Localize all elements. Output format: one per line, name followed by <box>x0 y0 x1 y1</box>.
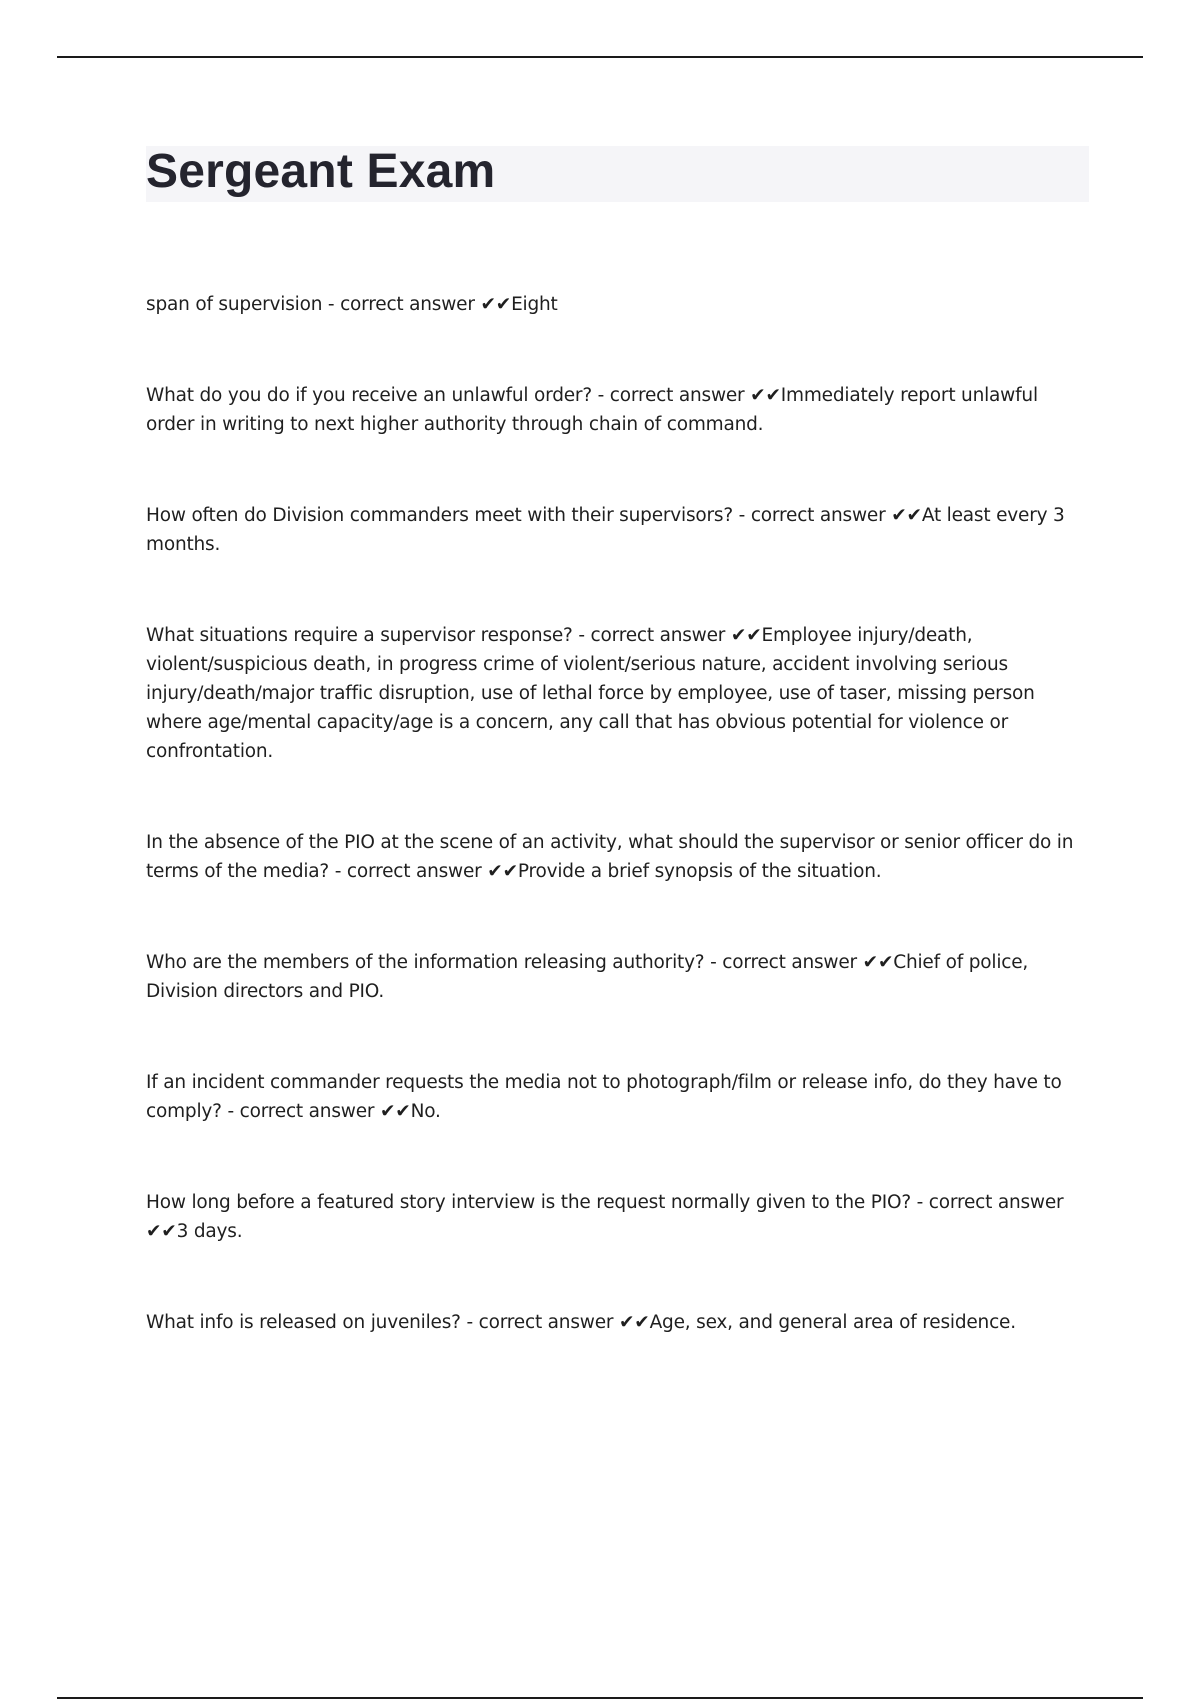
answer-separator: - correct answer <box>329 861 488 882</box>
check-icon: ✔✔ <box>487 861 518 882</box>
question: What info is released on juveniles? <box>146 1312 461 1333</box>
answer: No. <box>410 1101 441 1122</box>
qa-item-6 <box>146 948 1090 1006</box>
answer-separator: - correct answer <box>221 1101 380 1122</box>
answer: Chief of police, Division directors and PIO. <box>146 952 1029 1002</box>
answer: Immediately report unlawful order in writing to next higher authority through chain of command. <box>146 385 1038 435</box>
answer-separator: - correct answer <box>910 1192 1064 1213</box>
answer-separator: - correct answer <box>322 294 481 315</box>
qa-list <box>146 290 1090 1337</box>
question: How long before a featured story interview is the request normally given to the PIO? <box>146 1192 911 1213</box>
answer-separator: - correct answer <box>591 385 751 406</box>
question: In the absence of the PIO at the scene of an activity, what should the supervisor or senior officer do in terms of the media? <box>146 832 1074 882</box>
question: span of supervision <box>146 294 323 315</box>
qa-item-5 <box>146 828 1090 886</box>
question: Who are the members of the information releasing authority? <box>146 952 705 973</box>
answer-separator: - correct answer <box>572 625 731 646</box>
answer: Age, sex, and general area of residence. <box>649 1312 1016 1333</box>
question: If an incident commander requests the media not to photograph/film or release info, do they have to comply? <box>146 1072 1062 1122</box>
check-icon: ✔✔ <box>480 294 512 315</box>
answer: Employee injury/death, violent/suspicious death, in progress crime of violent/serious nature, accident involving serious injury/death/major traffic disruption, use of lethal force by employee, use of taser, missing person where age/mental capacity/age is a concern, any call that has obvious potential for violence or confrontation. <box>146 625 1035 762</box>
check-icon: ✔✔ <box>750 385 781 406</box>
qa-item-2 <box>146 381 1090 439</box>
qa-item-4 <box>146 621 1090 766</box>
check-icon: ✔✔ <box>618 1312 650 1333</box>
question: How often do Division commanders meet with their supervisors? <box>146 505 733 526</box>
check-icon: ✔✔ <box>862 952 894 973</box>
qa-item-8 <box>146 1188 1090 1246</box>
answer-separator: - correct answer <box>733 505 892 526</box>
document-title: Sergeant Exam <box>146 145 496 198</box>
answer-separator: - correct answer <box>460 1312 619 1333</box>
answer: At least every 3 months. <box>146 505 1065 555</box>
check-icon: ✔✔ <box>146 1221 177 1242</box>
question: What situations require a supervisor response? <box>146 625 573 646</box>
bottom-rule <box>57 1697 1143 1699</box>
answer: 3 days. <box>176 1221 243 1242</box>
answer-separator: - correct answer <box>704 952 863 973</box>
qa-item-9 <box>146 1308 1090 1337</box>
check-icon: ✔✔ <box>891 505 922 526</box>
qa-item-3 <box>146 501 1090 559</box>
question: What do you do if you receive an unlawful order? <box>146 385 592 406</box>
answer: Provide a brief synopsis of the situation. <box>517 861 882 882</box>
check-icon: ✔✔ <box>730 625 762 646</box>
top-rule <box>57 56 1143 58</box>
check-icon: ✔✔ <box>379 1101 411 1122</box>
answer: Eight <box>511 294 558 315</box>
qa-item-7 <box>146 1068 1090 1126</box>
qa-item-1 <box>146 290 1090 319</box>
